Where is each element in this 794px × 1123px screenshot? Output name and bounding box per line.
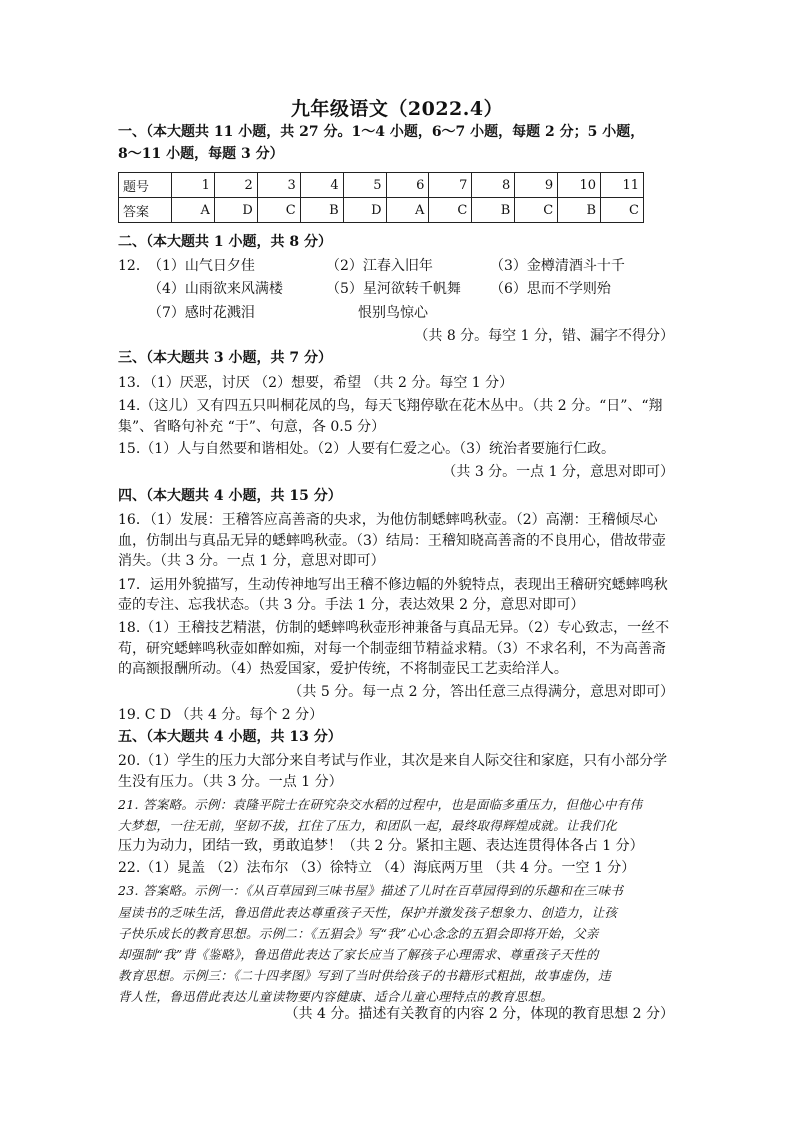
table-cell: D — [214, 198, 257, 223]
table-cell: 7 — [429, 173, 472, 198]
q14-answer-line1: 14.（这儿）又有四五只叫桐花凤的鸟，每天飞翔停歇在花木丛中。（共 2 分。“日”、“翔 — [118, 398, 663, 414]
q12-item-4: （4）山雨欲来风满楼 — [148, 281, 283, 297]
q23-answer-line2: 屋读书的乏味生活，鲁迅借此表达尊重孩子天性，保护并激发孩子想象力、创造力，让孩 — [118, 905, 618, 920]
q18-scoring-note: （共 5 分。每一点 2 分，答出任意三点得满分，意思对即可） — [288, 684, 674, 700]
table-row-numbers — [119, 173, 644, 198]
q21-answer-line1: 21. 答案略。示例：袁隆平院士在研究杂交水稻的过程中，也是面临多重压力，但他心中有伟 — [118, 797, 643, 812]
q18-answer-line2: 苟，研究蟋蟀鸣秋壶如醉如痴，对每一个制壶细节精益求精。（3）不求名利，不为高善斋 — [118, 641, 666, 657]
table-cell: C — [601, 198, 644, 223]
table-cell: 1 — [172, 173, 215, 198]
q12-number: 12． — [118, 258, 150, 274]
table-cell: D — [343, 198, 386, 223]
q12-item-5: （5）星河欲转千帆舞 — [326, 281, 461, 297]
q15-scoring-note: （共 3 分。一点 1 分，意思对即可） — [442, 464, 674, 480]
section5-header: 五、（本大题共 4 小题，共 13 分） — [118, 729, 342, 745]
table-cell: C — [429, 198, 472, 223]
table-cell: A — [386, 198, 429, 223]
q19-answer: 19. C D （共 4 分。每个 2 分） — [118, 707, 324, 723]
q22-answer: 22.（1）晁盖 （2）法布尔 （3）徐特立 （4）海底两万里 （共 4 分。一空 1 分） — [118, 860, 636, 876]
answer-table — [118, 172, 644, 223]
row-label-answer: 答案 — [119, 198, 172, 223]
table-cell: 5 — [343, 173, 386, 198]
section2-header: 二、（本大题共 1 小题，共 8 分） — [118, 234, 332, 250]
q23-answer-line6: 背人性，鲁迅借此表达儿童读物要内容健康、适合儿童心理特点的教育思想。 — [118, 989, 554, 1004]
q23-scoring-note: （共 4 分。描述有关教育的内容 2 分，体现的教育思想 2 分） — [284, 1006, 674, 1022]
row-label-number: 题号 — [119, 173, 172, 198]
table-cell: 4 — [300, 173, 343, 198]
table-cell: 6 — [386, 173, 429, 198]
table-row-answers — [119, 198, 644, 223]
q18-answer-line3: 的高额报酬所动。（4）热爱国家，爱护传统，不将制壶民工艺卖给洋人。 — [118, 661, 568, 677]
q18-answer-line1: 18.（1）王稽技艺精湛，仿制的蟋蟀鸣秋壶形神兼备与真品无异。（2）专心致志，一丝不 — [118, 620, 670, 636]
table-cell: 3 — [257, 173, 300, 198]
q14-answer-line2: 集”、省略句补充 “于”、句意，各 0.5 分） — [118, 419, 386, 435]
section4-header: 四、（本大题共 4 小题，共 15 分） — [118, 488, 342, 504]
q16-answer-line2: 血，仿制出与真品无异的蟋蟀鸣秋壶。（3）结局：王稽知晓高善斋的不良用心，借故带壶 — [118, 533, 666, 549]
table-cell: 2 — [214, 173, 257, 198]
q12-scoring-note: （共 8 分。每空 1 分，错、漏字不得分） — [414, 328, 674, 344]
table-cell: 8 — [472, 173, 515, 198]
table-cell: A — [172, 198, 215, 223]
q17-answer-line1: 17．运用外貌描写，生动传神地写出王稽不修边幅的外貌特点，表现出王稽研究蟋蟀鸣秋 — [118, 577, 668, 593]
q23-answer-line4: 却强制“我”背《鉴略》，鲁迅借此表达了家长应当了解孩子心理需求、尊重孩子天性的 — [118, 947, 599, 962]
q12-item-3: （3）金樽清酒斗十千 — [490, 258, 625, 274]
q23-answer-line5: 教育思想。示例三：《二十四孝图》写到了当时供给孩子的书籍形式粗拙，故事虚伪，违 — [118, 968, 611, 983]
q23-answer-line3: 子快乐成长的教育思想。示例二：《五猖会》写“我”心心念念的五猖会即将开始，父亲 — [118, 926, 599, 941]
table-cell: C — [257, 198, 300, 223]
q23-answer-line1: 23. 答案略。示例一：《从百草园到三味书屋》描述了儿时在百草园得到的乐趣和在三味书 — [118, 883, 624, 898]
table-cell: B — [300, 198, 343, 223]
q16-answer-line1: 16．（1）发展：王稽答应高善斋的央求，为他仿制蟋蟀鸣秋壶。（2）高潮：王稽倾尽心 — [118, 512, 658, 528]
q12-item-8: 恨别鸟惊心 — [358, 305, 428, 321]
q12-item-1: （1）山气日夕佳 — [148, 258, 255, 274]
table-cell: 10 — [558, 173, 601, 198]
page-title: 九年级语文（2022.4） — [290, 98, 504, 120]
q21-answer-line3: 压力为动力，团结一致，勇敢追梦！（共 2 分。紧扣主题、表达连贯得体各占 1 分） — [118, 838, 644, 854]
q16-answer-line3: 消失。（共 3 分。一点 1 分，意思对即可） — [118, 553, 385, 569]
q20-answer-line1: 20.（1）学生的压力大部分来自考试与作业，其次是来自人际交往和家庭，只有小部分学 — [118, 753, 668, 769]
q12-item-6: （6）思而不学则殆 — [490, 281, 611, 297]
q17-answer-line2: 壶的专注、忘我状态。（共 3 分。手法 1 分，表达效果 2 分，意思对即可） — [118, 597, 585, 613]
table-cell: C — [515, 198, 558, 223]
q15-answer: 15.（1）人与自然要和谐相处。（2）人要有仁爱之心。（3）统治者要施行仁政。 — [118, 441, 615, 457]
table-cell: B — [558, 198, 601, 223]
q12-item-7: （7）感时花溅泪 — [148, 305, 255, 321]
q21-answer-line2: 大梦想，一往无前，坚韧不拔，扛住了压力，和团队一起，最终取得辉煌成就。让我们化 — [118, 818, 618, 833]
table-cell: 11 — [601, 173, 644, 198]
section3-header: 三、（本大题共 3 小题，共 7 分） — [118, 350, 332, 366]
section1-header-line2: 8～11 小题，每题 3 分） — [118, 146, 284, 162]
table-cell: B — [472, 198, 515, 223]
section1-header-line1: 一、（本大题共 11 小题，共 27 分。1～4 小题，6～7 小题，每题 2 分；5 小题， — [118, 124, 645, 140]
table-cell: 9 — [515, 173, 558, 198]
q13-answer: 13．（1）厌恶，讨厌 （2）想要，希望 （共 2 分。每空 1 分） — [118, 375, 514, 391]
q12-item-2: （2）江春入旧年 — [326, 258, 433, 274]
q20-answer-line2: 生没有压力。（共 3 分。一点 1 分） — [118, 774, 343, 790]
